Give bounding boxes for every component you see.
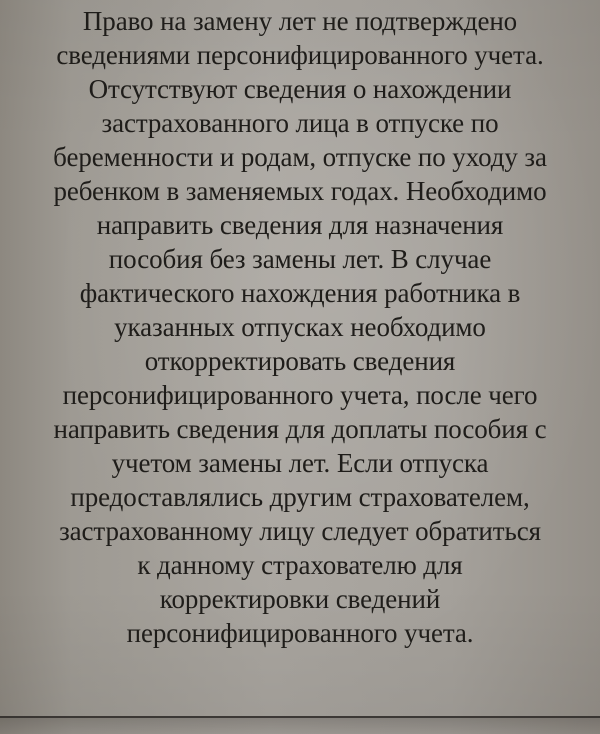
notice-text-block	[8, 4, 592, 650]
text-line: фактического нахождения работника в	[79, 278, 521, 308]
text-line: откорректировать сведения	[144, 346, 456, 376]
bottom-edge-shadow	[0, 718, 600, 734]
text-line: направить сведения для доплаты пособия с	[53, 414, 547, 444]
text-line: беременности и родам, отпуске по уходу за	[53, 142, 547, 172]
text-line: Отсутствуют сведения о нахождении	[88, 74, 512, 104]
text-line: пособия без замены лет. В случае	[108, 244, 492, 274]
text-line: учетом замены лет. Если отпуска	[111, 448, 489, 478]
text-line: ребенком в заменяемых годах. Необходимо	[53, 176, 547, 206]
text-line: указанных отпусках необходимо	[114, 312, 486, 342]
text-line: предоставлялись другим страхователем,	[70, 482, 530, 512]
text-line: к данному страхователю для	[137, 550, 463, 580]
text-line: застрахованного лица в отпуске по	[101, 108, 499, 138]
text-line: застрахованному лицу следует обратиться	[59, 516, 541, 546]
text-line: направить сведения для назначения	[96, 210, 504, 240]
text-line: корректировки сведений	[159, 584, 441, 614]
text-line: сведениями персонифицированного учета.	[56, 40, 544, 70]
text-line: персонифицированного учета, после чего	[62, 380, 538, 410]
text-line: Право на замену лет не подтверждено	[82, 6, 518, 36]
text-line: персонифицированного учета.	[126, 618, 474, 648]
